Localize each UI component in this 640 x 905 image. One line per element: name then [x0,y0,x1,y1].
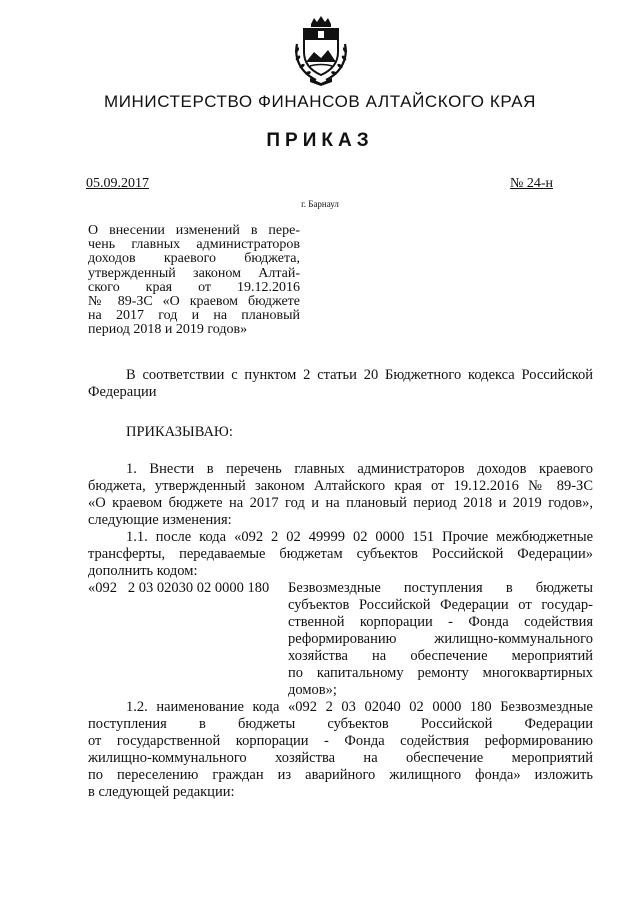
order-word-text: ПРИКАЗЫВАЮ: [126,424,233,440]
item-1-paragraph [88,461,593,529]
description-line: по капитальному ремонту многоквартирных [288,665,593,681]
subject-line: период 2018 и 2019 годов» [88,322,248,338]
order-word [88,424,593,441]
order-date: 05.09.2017 [86,176,149,191]
document-type-title: ПРИКАЗ [266,130,374,151]
description-line: ственной корпорации - Фонда содействия [288,614,593,630]
paragraph-line: по переселению граждан из аварийного жилищного фонда» изложить [88,767,593,783]
item-1-1-paragraph [88,529,593,580]
paragraph-line: следующие изменения: [88,512,232,528]
subject-line: ского края от 19.12.2016 [88,279,300,295]
paragraph-line: 1. Внести в перечень главных администраторов доходов краевого [126,461,593,477]
order-subject [88,224,300,338]
subject-line: чень главных администраторов [88,237,300,253]
description-line: субъектов Российской Федерации от государ- [288,597,593,613]
preamble-paragraph [88,367,593,401]
subject-line: № 89-ЗС «О краевом бюджете [88,294,300,310]
paragraph-line: от государственной корпорации - Фонда содействия реформированию [88,733,593,749]
paragraph-line: поступления в бюджеты субъектов Российской Федерации [88,716,593,732]
city-name: г. Барнаул [301,199,339,209]
description-line: Безвозмездные поступления в бюджеты [288,580,593,596]
paragraph-line: 1.1. после кода «092 2 02 49999 02 0000 151 Прочие межбюджетные [126,529,593,545]
ministry-name: МИНИСТЕРСТВО ФИНАНСОВ АЛТАЙСКОГО КРАЯ [103,92,537,111]
paragraph-line: жилищно-коммунального хозяйства на обеспечение мероприятий [88,750,593,766]
description-line: хозяйства на обеспечение мероприятий [288,648,593,664]
paragraph-line: трансферты, передаваемые бюджетам субъектов Российской Федерации» [88,546,593,562]
item-1-2-paragraph [88,699,593,801]
paragraph-line: Федерации [88,384,157,400]
coat-of-arms-icon [288,14,354,86]
subject-line: на 2017 год и на плановый [88,308,300,324]
paragraph-line: бюджета, утвержденный законом Алтайского края от 19.12.2016 № 89-ЗС [88,478,593,494]
paragraph-line: в следующей редакции: [88,784,235,800]
revenue-code: «092 2 03 02030 02 0000 180 [88,580,270,596]
paragraph-line: «О краевом бюджете на 2017 год и на плановый период 2018 и 2019 годов», [88,495,593,511]
subject-line: доходов краевого бюджета, [88,251,300,267]
order-number: № 24-н [510,176,554,191]
paragraph-line: В соответствии с пунктом 2 статьи 20 Бюджетного кодекса Российской [126,367,593,383]
paragraph-line: 1.2. наименование кода «092 2 03 02040 02 0000 180 Безвозмездные [126,699,593,715]
description-line: домов»; [288,682,337,698]
subject-line: утвержденный законом Алтай- [88,265,300,281]
paragraph-line: дополнить кодом: [88,563,198,579]
subject-line: О внесении изменений в пере- [88,223,300,238]
revenue-code-description [288,580,593,699]
description-line: реформированию жилищно-коммунального [288,631,593,647]
